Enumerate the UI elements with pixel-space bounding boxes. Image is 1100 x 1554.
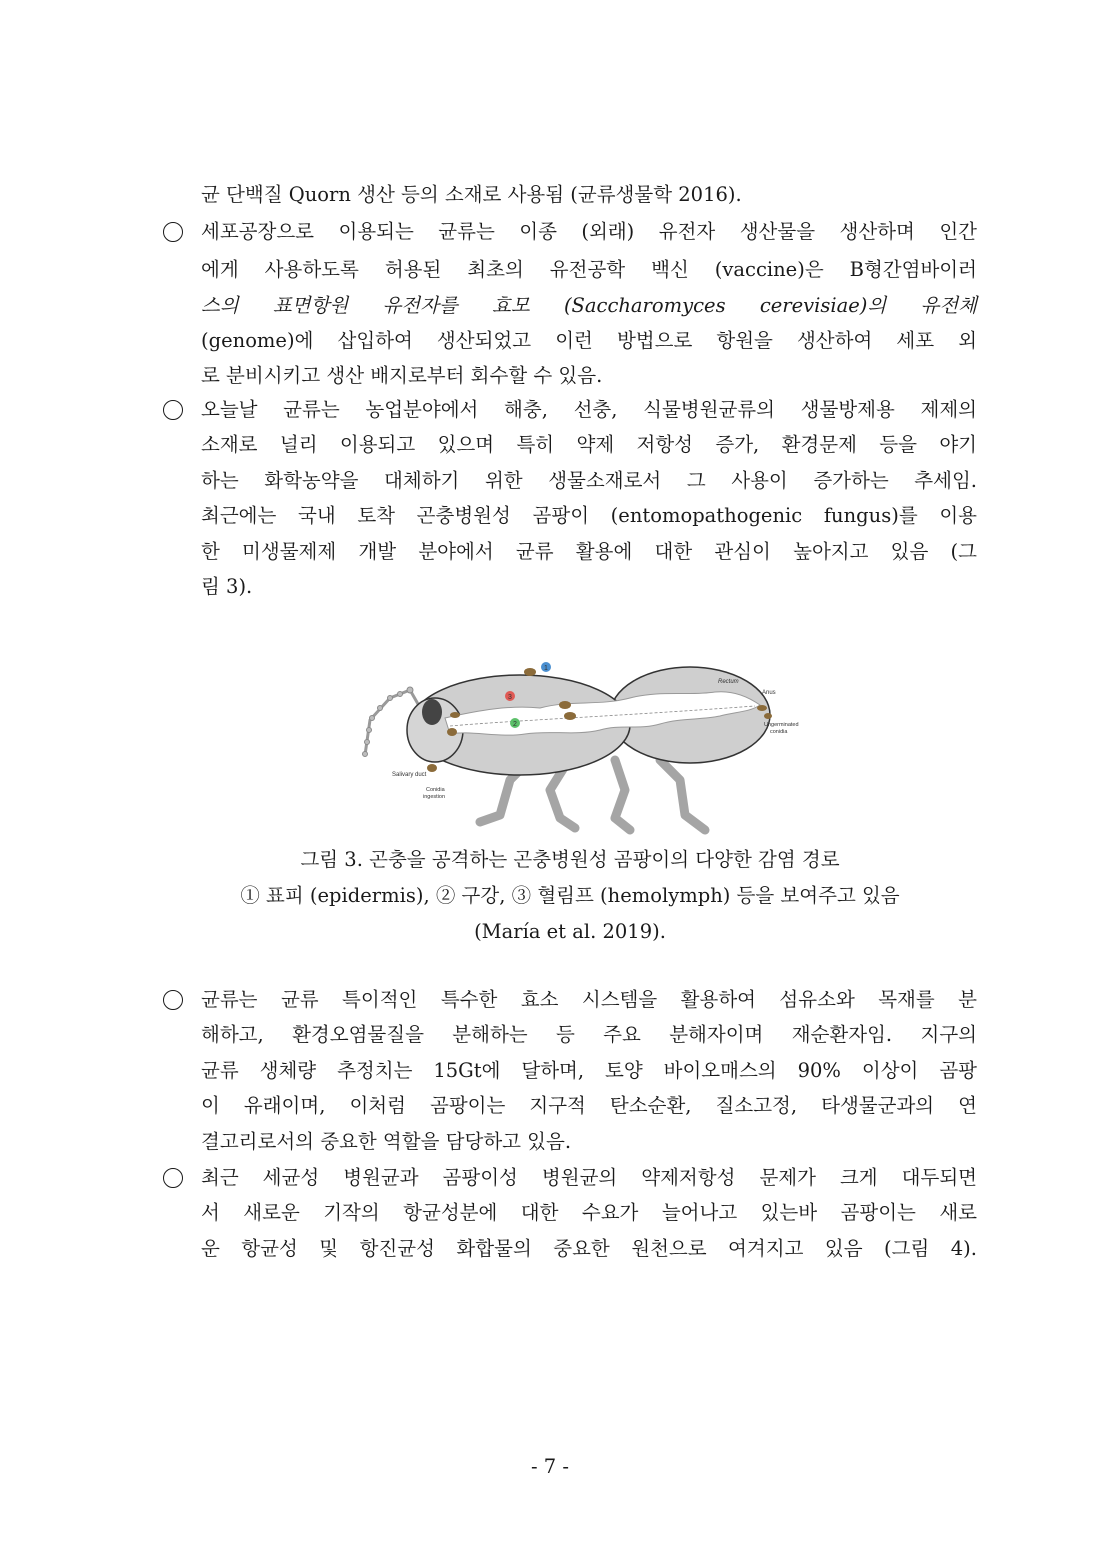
marker-oral xyxy=(510,718,520,728)
page-number: - 7 - xyxy=(531,1455,569,1478)
insect-infection-diagram xyxy=(360,650,820,845)
label-ungerminated-2: conidia xyxy=(770,729,788,735)
paragraph-4-line-3: 균류 생체량 추정치는 15Gt에 달하며, 토양 바이오매스의 90% 이상이 곰팡 xyxy=(201,1059,977,1082)
label-ungerminated-1: Ungerminated xyxy=(764,722,799,728)
paragraph-3-line-3: 하는 화학농약을 대체하기 위한 생물소재로서 그 사용이 증가하는 추세임. xyxy=(201,469,977,492)
figure-caption-title: 그림 3. 곤충을 공격하는 곤충병원성 곰팡이의 다양한 감염 경로 xyxy=(300,848,840,871)
bullet-circle-icon xyxy=(163,1168,183,1188)
paragraph-3-line-5: 한 미생물제제 개발 분야에서 균류 활용에 대한 관심이 높아지고 있음 (그 xyxy=(201,540,977,563)
figure-caption-description: ① 표피 (epidermis), ② 구강, ③ 혈림프 (hemolymph) 등을 보여주고 있음 xyxy=(240,884,900,907)
marker-epidermis xyxy=(541,662,551,672)
paragraph-4-line-5: 결고리로서의 중요한 역할을 담당하고 있음. xyxy=(201,1130,572,1153)
paragraph-2-line-4: (genome)에 삽입하여 생산되었고 이런 방법으로 항원을 생산하여 세포 외 xyxy=(201,329,977,352)
paragraph-3-line-1: 오늘날 균류는 농업분야에서 해충, 선충, 식물병원균류의 생물방제용 제제의 xyxy=(201,398,977,421)
marker-2-label: 2 xyxy=(513,721,517,728)
bullet-circle-icon xyxy=(163,990,183,1010)
paragraph-3-line-6: 림 3). xyxy=(201,575,253,598)
paragraph-5-line-1: 최근 세균성 병원균과 곰팡이성 병원균의 약제저항성 문제가 크게 대두되면 xyxy=(201,1166,977,1189)
paragraph-4-line-2: 해하고, 환경오염물질을 분해하는 등 주요 분해자이며 재순환자임. 지구의 xyxy=(201,1023,977,1046)
paragraph-5-line-3: 운 항균성 및 항진균성 화합물의 중요한 원천으로 여겨지고 있음 (그림 4). xyxy=(201,1237,977,1260)
paragraph-2-line-1: 세포공장으로 이용되는 균류는 이종 (외래) 유전자 생산물을 생산하며 인간 xyxy=(201,220,977,243)
eye xyxy=(422,699,442,725)
paragraph-4-line-4: 이 유래이며, 이처럼 곰팡이는 지구적 탄소순환, 질소고정, 타생물군과의 연 xyxy=(201,1094,977,1117)
label-rectum: Rectum xyxy=(718,679,739,685)
paragraph-5-line-2: 서 새로운 기작의 항균성분에 대한 수요가 늘어나고 있는바 곰팡이는 새로 xyxy=(201,1201,977,1224)
bullet-circle-icon xyxy=(163,400,183,420)
paragraph-continuation-line: 균 단백질 Quorn 생산 등의 소재로 사용됨 (균류생물학 2016). xyxy=(201,183,742,206)
paragraph-3-line-2: 소재로 널리 이용되고 있으며 특히 약제 저항성 증가, 환경문제 등을 야기 xyxy=(201,433,977,456)
species-line-text: 스의 표면항원 유전자를 효모 (Saccharomyces cerevisiae)의 유전체 xyxy=(201,294,977,317)
marker-hemolymph xyxy=(505,691,515,701)
paragraph-2-line-3 xyxy=(201,291,977,321)
label-conidia-2: ingestion xyxy=(423,794,446,800)
label-anus: Anus xyxy=(762,690,776,696)
paragraph-2-line-2: 에게 사용하도록 허용된 최초의 유전공학 백신 (vaccine)은 B형간염바이러 xyxy=(201,258,977,281)
marker-3-label: 3 xyxy=(508,694,512,701)
paragraph-2-line-5: 로 분비시키고 생산 배지로부터 회수할 수 있음. xyxy=(201,364,603,387)
bullet-circle-icon xyxy=(163,222,183,242)
label-salivary-duct: Salivary duct xyxy=(392,772,427,778)
paragraph-4-line-1: 균류는 균류 특이적인 특수한 효소 시스템을 활용하여 섬유소와 목재를 분 xyxy=(201,988,977,1011)
paragraph-3-line-4: 최근에는 국내 토착 곤충병원성 곰팡이 (entomopathogenic fungus)를 이용 xyxy=(201,504,977,527)
marker-1-label: 1 xyxy=(544,665,548,672)
figure-caption-citation: (María et al. 2019). xyxy=(474,920,666,943)
label-conidia-1: Conidia xyxy=(426,787,445,793)
